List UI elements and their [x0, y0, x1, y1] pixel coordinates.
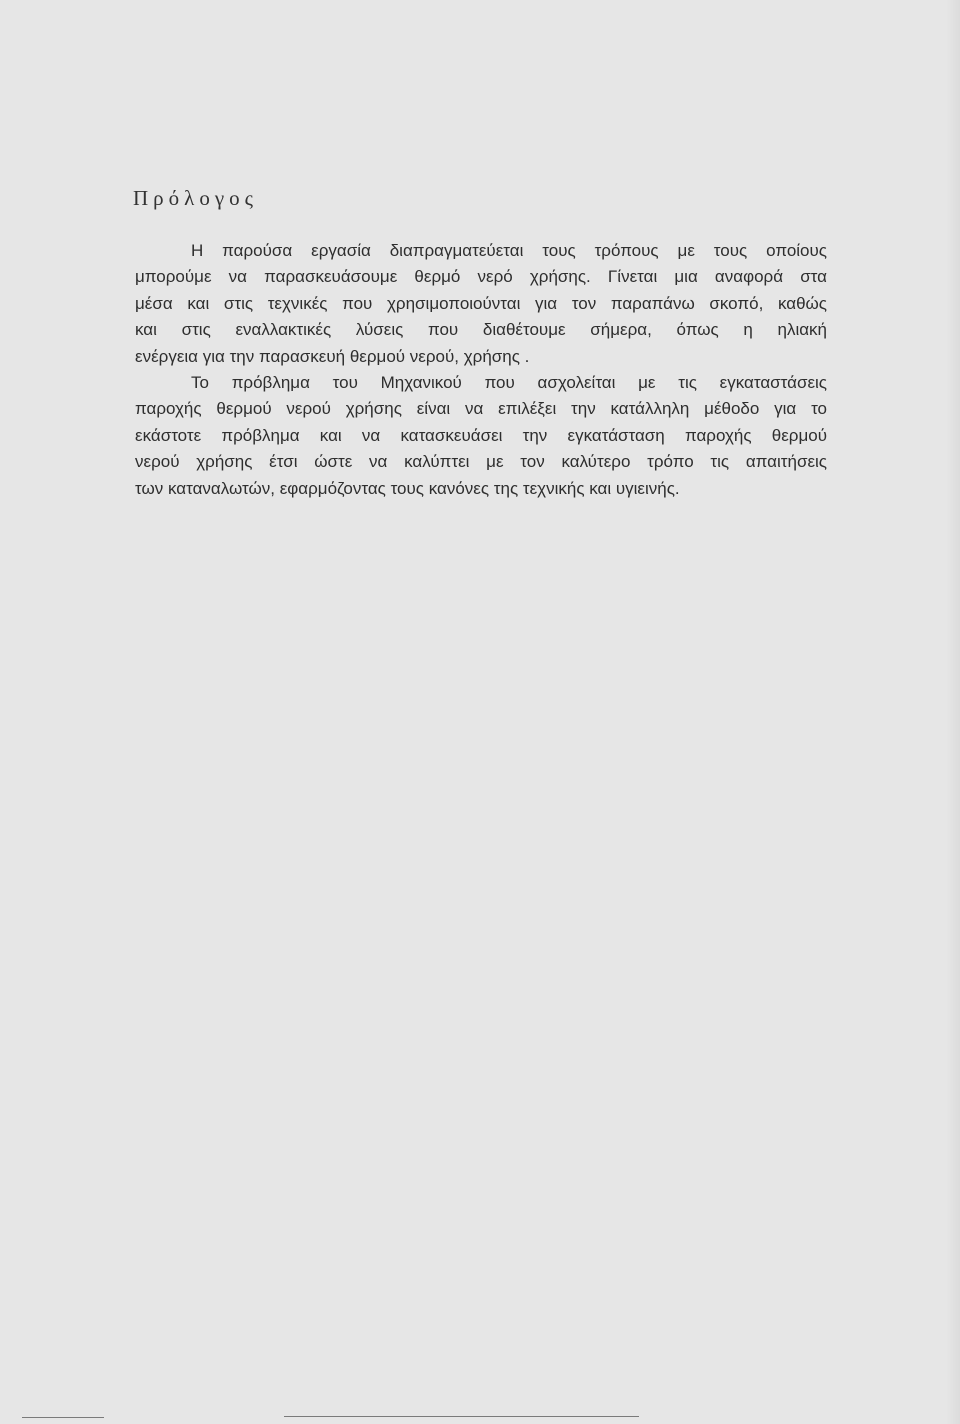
section-heading: Πρόλογος	[133, 186, 258, 210]
text-line: μέσα και στις τεχνικές που χρησιμοποιούνται για τον παραπάνω σκοπό, καθώς	[135, 293, 827, 313]
scan-edge-line	[284, 1416, 639, 1417]
text-line: των καταναλωτών, εφαρμόζοντας τους κανόνες της τεχνικής και υγιεινής.	[135, 478, 680, 498]
text-line: Το πρόβλημα του Μηχανικού που ασχολείται με τις εγκαταστάσεις	[191, 372, 827, 392]
text-line: και στις εναλλακτικές λύσεις που διαθέτουμε σήμερα, όπως η ηλιακή	[135, 320, 827, 340]
text-line: νερού χρήσης έτσι ώστε να καλύπτει με τον καλύτερο τρόπο τις απαιτήσεις	[135, 452, 827, 472]
text-line: μπορούμε να παρασκευάσουμε θερμό νερό χρήσης. Γίνεται μια αναφορά στα	[135, 267, 827, 287]
text-line: εκάστοτε πρόβλημα και να κατασκευάσει την εγκατάσταση παροχής θερμού	[135, 425, 827, 445]
scan-edge-line	[22, 1417, 104, 1418]
text-line: Η παρούσα εργασία διαπραγματεύεται τους τρόπους με τους οποίους	[191, 241, 827, 260]
text-line: παροχής θερμού νερού χρήσης είναι να επιλέξει την κατάλληλη μέθοδο για το	[135, 399, 827, 419]
page-edge-shadow	[946, 0, 960, 1424]
body-text	[135, 238, 827, 502]
text-line: ενέργεια για την παρασκευή θερμού νερού, χρήσης .	[135, 346, 530, 366]
